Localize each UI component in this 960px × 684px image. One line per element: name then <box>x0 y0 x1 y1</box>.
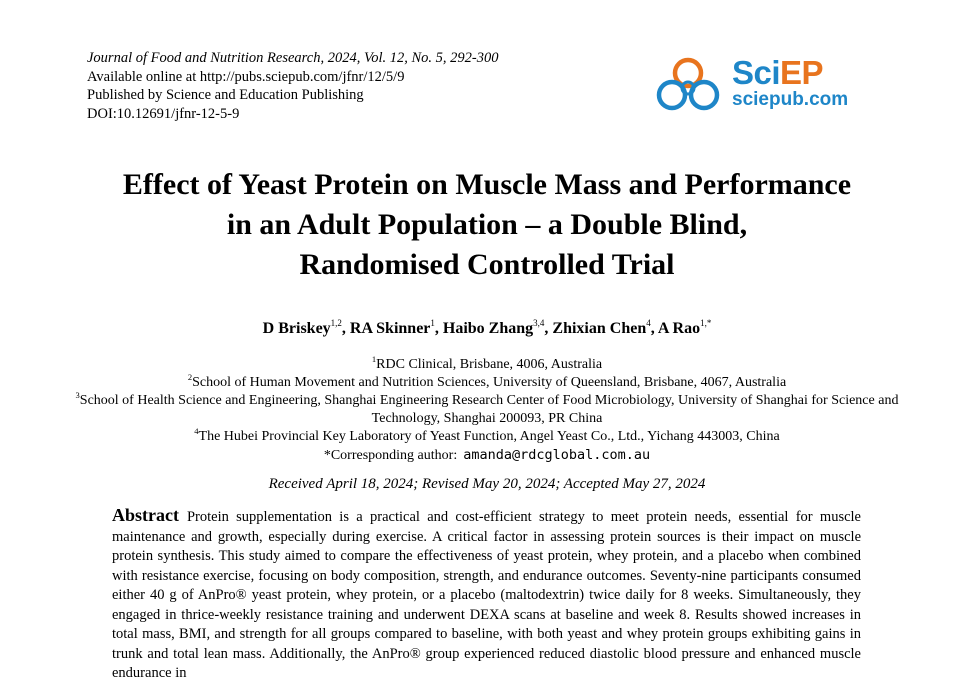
title-line: Effect of Yeast Protein on Muscle Mass and Performance <box>122 168 852 201</box>
affiliation: $^4$The Hubei Provincial Key Laboratory of Yeast Function, Angel Yeast Co., Ltd., Yichang 443003, China <box>194 426 780 444</box>
affiliation: $^1$RDC Clinical, Brisbane, 4006, Australia <box>371 354 603 372</box>
abstract <box>112 506 861 684</box>
corresponding-author: *Corresponding author: amanda@rdcglobal.com.au <box>323 447 651 463</box>
corresponding-email-link[interactable]: amanda@rdcglobal.com.au <box>463 447 651 463</box>
affiliation: $^2$School of Human Movement and Nutrition Sciences, University of Queensland, Brisbane, 4067, Australia <box>187 372 787 390</box>
logo-wordmark: SciEP <box>732 54 824 91</box>
author: A Rao$^{1,*}$ <box>657 318 712 337</box>
biohazard-emblem-icon <box>656 56 720 114</box>
author-list <box>0 320 960 338</box>
author: RA Skinner$^1$, <box>349 318 443 337</box>
affiliations <box>40 356 934 465</box>
submission-dates: Received April 18, 2024; Revised May 20, 2024; Accepted May 27, 2024 <box>268 476 706 492</box>
available-online: Available online at http://pubs.sciepub.com/jfnr/12/5/9 <box>87 68 405 85</box>
paper-title <box>40 165 934 285</box>
publisher: Published by Science and Education Publishing <box>87 87 364 103</box>
title-line: in an Adult Population – a Double Blind, <box>226 208 748 241</box>
author: Haibo Zhang$^{3,4}$, <box>442 318 553 337</box>
journal-reference: Journal of Food and Nutrition Research, 2024, Vol. 12, No. 5, 292-300 <box>87 50 499 66</box>
journal-info <box>87 49 499 123</box>
title-line: Randomised Controlled Trial <box>299 248 675 281</box>
author: Zhixian Chen$^4$, <box>552 318 658 337</box>
logo-url: sciepub.com <box>732 89 849 110</box>
abstract-text: Protein supplementation is a practical and cost-efficient strategy to meet protein needs, essential for muscle maintenance and growth, especially during exercise. A critical factor in assessing protein sources is their impact on muscle protein synthesis. This study aimed to compare the effectiveness of yeast protein, whey protein, and a placebo when combined with resistance exercise, focusing on body composition, strength, and endurance outcomes. Seventy-nine participants consumed either 40 g of AnPro® yeast protein, whey protein, or a placebo (maltodextrin) twice daily for 8 weeks. Simultaneously, they engaged in thrice-weekly resistance training and underwent DEXA scans at baseline and week 8. Results showed increases in total mass, BMI, and strength for all groups compared to baseline, with both yeast and whey protein groups exhibiting gains in trunk and total lean mass. Additionally, the AnPro® group experienced reduced diastolic blood pressure and enhanced muscle endurance in <box>112 509 861 681</box>
author: D Briskey$^{1,2}$, <box>262 318 350 337</box>
abstract-heading: Abstract <box>112 505 179 525</box>
sciep-logo[interactable] <box>656 56 876 114</box>
affiliation: $^3$School of Health Science and Engineering, Shanghai Engineering Research Center of Food Microbiology, University of Shanghai for Science and Technology, Shanghai 200093, PR China <box>75 390 899 426</box>
doi: DOI:10.12691/jfnr-12-5-9 <box>87 105 240 122</box>
